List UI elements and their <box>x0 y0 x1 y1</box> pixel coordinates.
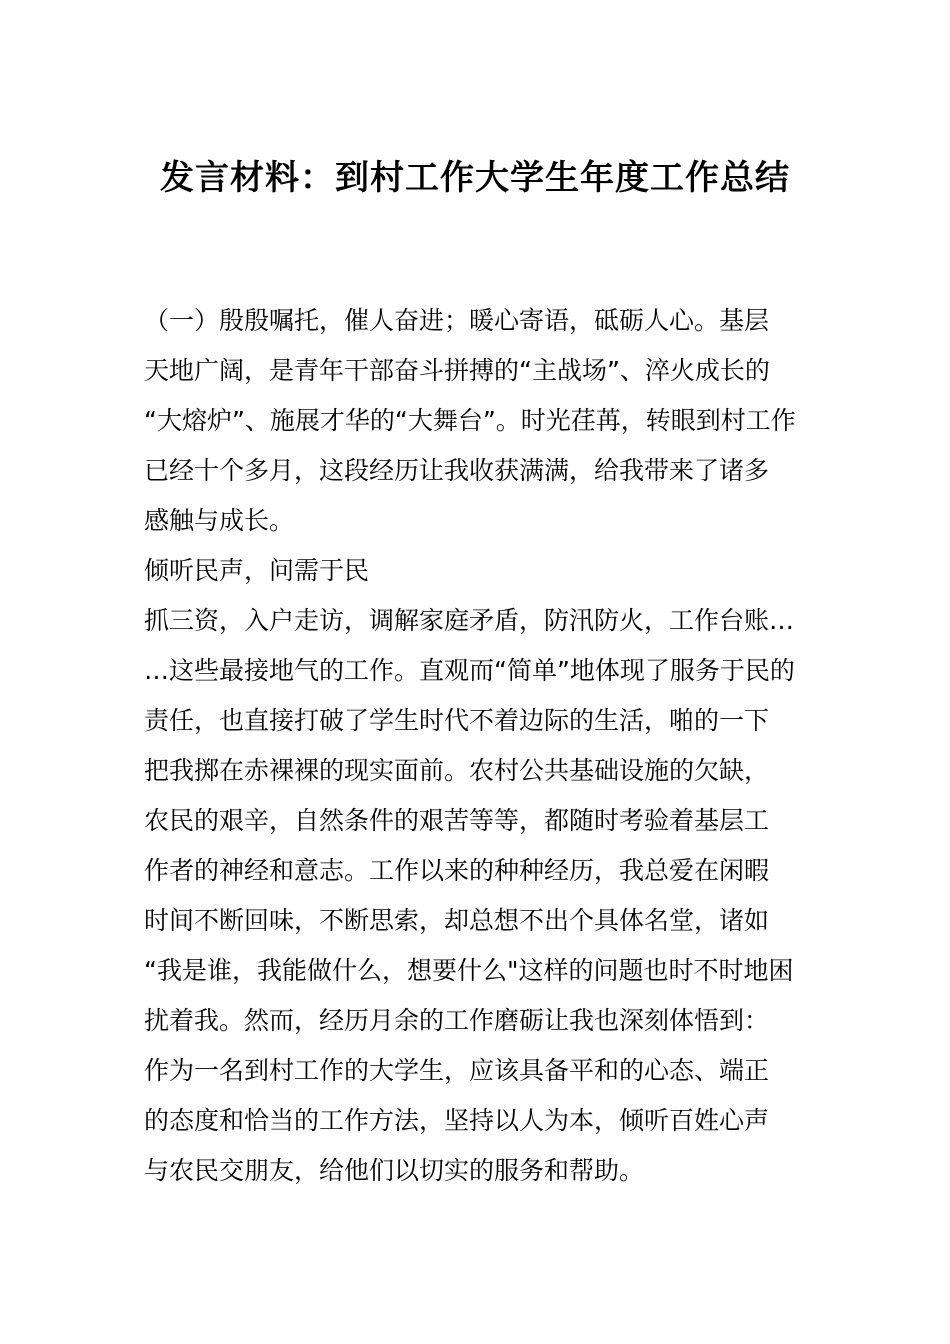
body-line: 已经十个多月，这段经历让我收获满满，给我带来了诸多 <box>144 456 770 485</box>
body-line: 的态度和恰当的工作方法，坚持以人为本，倾听百姓心声 <box>144 1106 770 1135</box>
body-line: 扰着我。然而，经历月余的工作磨砺让我也深刻体悟到： <box>144 1006 770 1035</box>
body-line: “大熔炉”、施展才华的“大舞台”。时光荏苒，转眼到村工作 <box>144 406 796 435</box>
body-line: …这些最接地气的工作。直观而“简单”地体现了服务于民的 <box>144 656 795 685</box>
body-line: 抓三资，入户走访，调解家庭矛盾，防汛防火，工作台账… <box>144 606 795 635</box>
body-line: 天地广阔，是青年干部奋斗拼搏的“主战场”、淬火成长的 <box>144 356 770 385</box>
body-line: 与农民交朋友，给他们以切实的服务和帮助。 <box>144 1156 645 1185</box>
body-line: 作为一名到村工作的大学生，应该具备平和的心态、端正 <box>144 1056 770 1085</box>
body-line: 作者的神经和意志。工作以来的种种经历，我总爱在闲暇 <box>144 856 770 885</box>
section-heading: 倾听民声，问需于民 <box>144 556 370 585</box>
body-line: 时间不断回味，不断思索，却总想不出个具体名堂，诸如 <box>144 906 770 935</box>
body-line: “我是谁，我能做什么，想要什么"这样的问题也时不时地困 <box>144 956 794 985</box>
body-line: （一）殷殷嘱托，催人奋进；暖心寄语，砥砺人心。基层 <box>144 306 770 335</box>
body-line: 把我掷在赤裸裸的现实面前。农村公共基础设施的欠缺， <box>144 756 770 785</box>
body-line: 农民的艰辛，自然条件的艰苦等等，都随时考验着基层工 <box>144 806 770 835</box>
body-line: 责任，也直接打破了学生时代不着边际的生活，啪的一下 <box>144 706 770 735</box>
body-line: 感触与成长。 <box>144 506 295 535</box>
document-title: 发言材料：到村工作大学生年度工作总结 <box>160 158 790 198</box>
document-body <box>144 296 810 1196</box>
